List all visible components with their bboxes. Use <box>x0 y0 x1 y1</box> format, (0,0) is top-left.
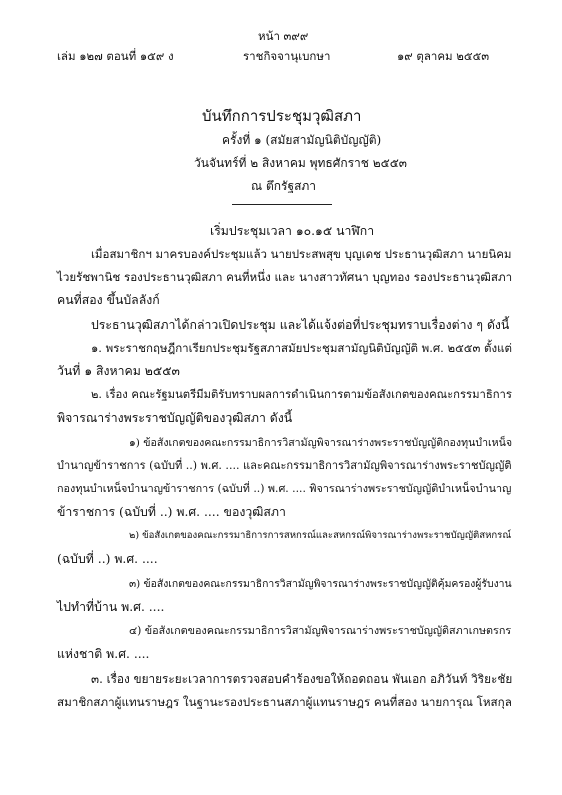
sub-2-line-2: (ฉบับที่ ..) พ.ศ. .... <box>57 552 158 566</box>
sub-4-line-1: ๔) ข้อสังเกตของคณะกรรมาธิการวิสามัญพิจารณาร่างพระราชบัญญัติสภาเกษตรกร <box>129 624 512 637</box>
sub-4-line-2: แห่งชาติ พ.ศ. .... <box>57 647 150 661</box>
page-number: หน้า ๓๙๙ <box>258 29 309 43</box>
sub-1-line-4: ข้าราชการ (ฉบับที่ ..) พ.ศ. .... ของวุฒิสภา <box>57 505 286 519</box>
sub-1-line-3: กองทุนบำเหน็จบำนาญข้าราชการ (ฉบับที่ ..) พ.ศ. .... พิจารณาร่างพระราชบัญญัติบำเหน็จบำนาญ <box>57 482 512 495</box>
meeting-venue: ณ ตึกรัฐสภา <box>251 179 317 193</box>
sub-3-line-2: ไปทำที่บ้าน พ.ศ. .... <box>57 600 165 614</box>
sub-1-line-1: ๑) ข้อสังเกตของคณะกรรมาธิการวิสามัญพิจารณาร่างพระราชบัญญัติกองทุนบำเหน็จ <box>129 436 513 449</box>
item-3-line-1: ๓. เรื่อง ขยายระยะเวลาการตรวจสอบคำร้องขอให้ถอดถอน พันเอก อภิวันท์ วิริยะชัย <box>91 672 513 686</box>
meeting-date: วันจันทร์ที่ ๒ สิงหาคม พุทธศักราช ๒๕๕๓ <box>194 156 408 170</box>
volume-issue: เล่ม ๑๒๗ ตอนที่ ๑๕๙ ง <box>57 49 174 63</box>
title-divider <box>232 204 332 205</box>
publication-date: ๑๙ ตุลาคม ๒๕๕๓ <box>397 49 490 63</box>
sub-1-line-2: บำนาญข้าราชการ (ฉบับที่ ..) พ.ศ. .... และคณะกรรมาธิการวิสามัญพิจารณาร่างพระราชบัญญัติ <box>57 459 512 472</box>
intro-line-2: ไวยรัชพานิช รองประธานวุฒิสภา คนที่หนึ่ง และ นางสาวทัศนา บุญทอง รองประธานวุฒิสภา <box>57 270 513 284</box>
session-line: ครั้งที่ ๑ (สมัยสามัญนิติบัญญัติ) <box>222 133 382 147</box>
gazette-name: ราชกิจจานุเบกษา <box>243 49 331 63</box>
intro-line-1: เมื่อสมาชิกฯ มาครบองค์ประชุมแล้ว นายประสพสุข บุญเดช ประธานวุฒิสภา นายนิคม <box>91 247 512 261</box>
item-1-line-1: ๑. พระราชกฤษฎีกาเรียกประชุมรัฐสภาสมัยประชุมสามัญนิติบัญญัติ พ.ศ. ๒๕๕๓ ตั้งแต่ <box>91 341 512 355</box>
opening-statement: ประธานวุฒิสภาได้กล่าวเปิดประชุม และได้แจ้งต่อที่ประชุมทราบเรื่องต่าง ๆ ดังนี้ <box>91 318 510 332</box>
intro-line-3: คนที่สอง ขึ้นบัลลังก์ <box>57 293 160 307</box>
item-3-line-2: สมาชิกสภาผู้แทนราษฎร ในฐานะรองประธานสภาผู้แทนราษฎร คนที่สอง นายการุณ โหสกุล <box>57 695 512 709</box>
sub-3-line-1: ๓) ข้อสังเกตของคณะกรรมาธิการวิสามัญพิจารณาร่างพระราชบัญญัติคุ้มครองผู้รับงาน <box>129 578 512 590</box>
document-title: บันทึกการประชุมวุฒิสภา <box>202 107 362 125</box>
sub-2-line-1: ๒) ข้อสังเกตของคณะกรรมาธิการการสหกรณ์และสหกรณ์พิจารณาร่างพระราชบัญญัติสหกรณ์ <box>129 530 512 541</box>
start-time: เริ่มประชุมเวลา ๑๐.๑๕ นาฬิกา <box>210 224 375 238</box>
item-1-line-2: วันที่ ๑ สิงหาคม ๒๕๕๓ <box>57 364 180 378</box>
item-2-line-1: ๒. เรื่อง คณะรัฐมนตรีมีมติรับทราบผลการดำเนินการตามข้อสังเกตของคณะกรรมาธิการ <box>91 388 512 401</box>
item-2-line-2: พิจารณาร่างพระราชบัญญัติของวุฒิสภา ดังนี้ <box>57 411 293 425</box>
